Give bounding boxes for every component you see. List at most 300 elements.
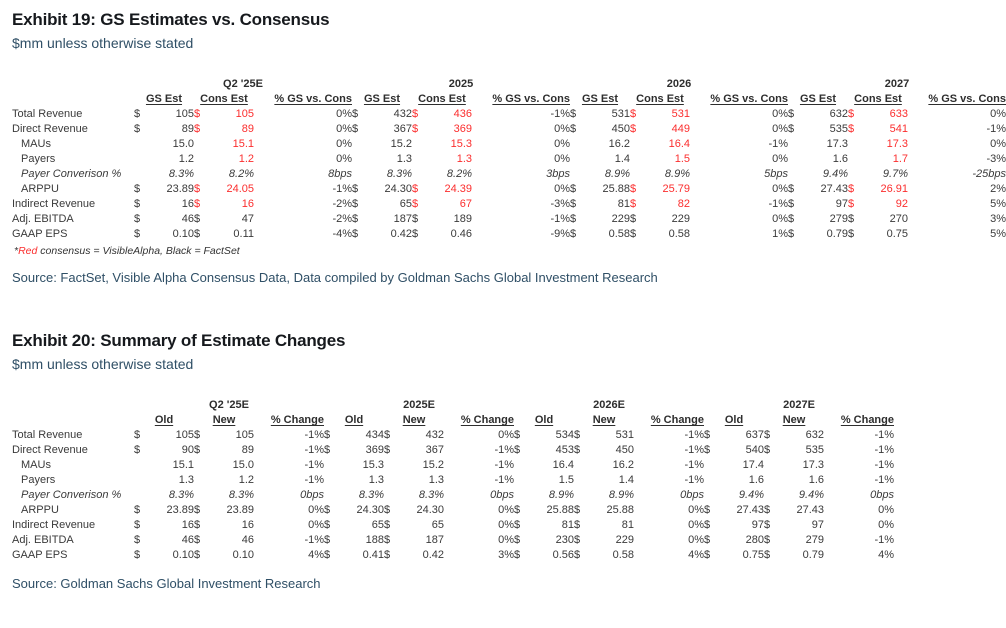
cell-pct-value: 3% <box>498 549 514 561</box>
row-label: MAUs <box>21 138 51 150</box>
cell-pct-value: 0% <box>554 123 570 135</box>
cell-pct-value: -1% <box>684 444 704 456</box>
cell-old-value: 97 <box>751 519 764 531</box>
exhibit-19-subtitle: $mm unless otherwise stated <box>12 35 194 51</box>
cell-pct-value: 0% <box>990 108 1006 120</box>
cell-gs-dollar: $ <box>570 228 577 240</box>
cell-pct-value: 0% <box>498 519 514 531</box>
cell-cons-dollar: $ <box>412 123 419 135</box>
cell-gs-dollar: $ <box>570 213 577 225</box>
cell-new-value: 632 <box>805 429 824 441</box>
cell-pct-value: -1% <box>550 213 570 225</box>
cell-new-dollar: $ <box>764 534 771 546</box>
cell-new-dollar: $ <box>764 519 771 531</box>
cell-gs-dollar: $ <box>788 198 795 210</box>
table-row <box>12 488 894 503</box>
cell-old-dollar <box>134 473 147 488</box>
cell-new-value: 97 <box>811 519 824 531</box>
cell-pct-value: 0% <box>554 153 570 165</box>
cell-gs-dollar: $ <box>788 228 795 240</box>
cell-old-dollar <box>324 458 337 473</box>
cell-gs-dollar: $ <box>134 228 141 240</box>
cell-new-value: 46 <box>241 534 254 546</box>
cell-new-dollar <box>574 458 587 473</box>
cell-cons-value: 67 <box>459 198 472 210</box>
cell-old-dollar: $ <box>704 444 711 456</box>
cell-cons-value: 89 <box>241 123 254 135</box>
cell-pct-value: 0% <box>336 153 352 165</box>
row-label: Indirect Revenue <box>12 198 96 210</box>
row-label: MAUs <box>21 459 51 471</box>
cell-new-dollar <box>384 473 397 488</box>
cell-old-dollar: $ <box>134 504 141 516</box>
cell-cons-value: 436 <box>453 108 472 120</box>
cell-cons-value: 8.9% <box>664 168 690 180</box>
cell-old-value: 534 <box>555 429 574 441</box>
cell-gs-value: 1.6 <box>832 153 848 165</box>
cell-cons-dollar: $ <box>848 108 855 120</box>
cell-old-dollar: $ <box>134 429 141 441</box>
column-header-label: GS Est <box>799 93 837 105</box>
cell-old-value: 24.30 <box>356 504 384 516</box>
cell-old-dollar <box>134 488 147 503</box>
cell-new-value: 16 <box>241 519 254 531</box>
cell-old-value: 0.56 <box>552 549 574 561</box>
cell-old-dollar: $ <box>134 519 141 531</box>
cell-pct-value: -3% <box>986 153 1006 165</box>
cell-cons-dollar <box>412 167 425 182</box>
row-label: Total Revenue <box>12 108 83 120</box>
cell-old-value: 453 <box>555 444 574 456</box>
cell-cons-dollar <box>848 167 861 182</box>
cell-gs-value: 27.43 <box>820 183 848 195</box>
cell-old-dollar: $ <box>514 444 521 456</box>
cell-new-dollar <box>194 488 207 503</box>
cell-pct-value: 4% <box>878 549 894 561</box>
cell-cons-dollar: $ <box>630 183 637 195</box>
cell-gs-dollar: $ <box>134 213 141 225</box>
cell-gs-value: 535 <box>829 123 848 135</box>
exhibit-19 <box>12 10 1006 285</box>
cell-old-value: 280 <box>745 534 764 546</box>
column-header-label: Cons Est <box>854 93 902 105</box>
cell-cons-dollar <box>194 152 207 167</box>
cell-new-dollar <box>194 458 207 473</box>
cell-cons-dollar <box>630 137 643 152</box>
cell-new-value: 16.2 <box>612 459 634 471</box>
cell-old-dollar <box>324 473 337 488</box>
cell-gs-value: 187 <box>393 213 412 225</box>
cell-cons-value: 16 <box>241 198 254 210</box>
column-header-label: Old <box>534 414 554 426</box>
table-row <box>12 503 894 518</box>
column-header-label: Cons Est <box>200 93 248 105</box>
cell-new-value: 105 <box>235 429 254 441</box>
cell-cons-dollar: $ <box>412 198 419 210</box>
cell-new-dollar: $ <box>194 534 201 546</box>
cell-cons-dollar: $ <box>630 228 637 240</box>
cell-pct-value: 0% <box>688 519 704 531</box>
cell-gs-dollar: $ <box>352 198 359 210</box>
cell-new-dollar <box>764 488 777 503</box>
cell-old-dollar <box>134 458 147 473</box>
row-label-spacer <box>12 398 134 413</box>
cell-old-dollar <box>704 488 717 503</box>
cell-new-value: 531 <box>615 429 634 441</box>
table-row <box>12 107 1006 122</box>
cell-pct-value: 0bps <box>870 489 894 501</box>
column-header-label: Old <box>724 414 744 426</box>
cell-cons-value: 105 <box>235 108 254 120</box>
cell-new-value: 0.42 <box>422 549 444 561</box>
cell-cons-value: 15.1 <box>232 138 254 150</box>
cell-new-value: 0.58 <box>612 549 634 561</box>
column-header-old <box>514 413 574 428</box>
cell-cons-value: 1.3 <box>456 153 472 165</box>
cell-pct-value: 3bps <box>546 168 570 180</box>
cell-old-dollar: $ <box>324 504 331 516</box>
cell-new-value: 1.6 <box>808 474 824 486</box>
row-label: Direct Revenue <box>12 123 88 135</box>
cell-pct-value: -1% <box>874 429 894 441</box>
cell-pct-value: -1% <box>768 198 788 210</box>
cell-old-value: 8.9% <box>548 489 574 501</box>
cell-gs-dollar: $ <box>570 108 577 120</box>
row-label: Adj. EBITDA <box>12 534 74 546</box>
cell-gs-dollar: $ <box>570 123 577 135</box>
column-header-gs <box>352 92 412 107</box>
cell-new-dollar <box>384 488 397 503</box>
cell-gs-dollar <box>134 167 147 182</box>
table-row <box>12 227 1006 242</box>
table-row <box>12 473 894 488</box>
column-header-pct <box>444 413 514 428</box>
cell-new-value: 23.89 <box>226 504 254 516</box>
cell-pct-value: 5bps <box>764 168 788 180</box>
cell-old-value: 369 <box>365 444 384 456</box>
cell-new-value: 24.30 <box>416 504 444 516</box>
cell-new-value: 535 <box>805 444 824 456</box>
cell-new-value: 15.0 <box>232 459 254 471</box>
estimate-changes-table <box>12 398 1006 563</box>
cell-old-value: 637 <box>745 429 764 441</box>
cell-new-value: 15.2 <box>422 459 444 471</box>
cell-cons-value: 8.2% <box>228 168 254 180</box>
cell-cons-value: 47 <box>241 213 254 225</box>
table-row <box>12 533 894 548</box>
cell-cons-value: 189 <box>453 213 472 225</box>
cell-new-dollar <box>574 488 587 503</box>
cell-old-dollar: $ <box>324 549 331 561</box>
cell-cons-value: 1.5 <box>674 153 690 165</box>
cell-new-dollar: $ <box>764 444 771 456</box>
row-label: Payers <box>21 474 56 486</box>
cell-old-dollar: $ <box>134 534 141 546</box>
row-label: Payer Converison % <box>21 489 122 501</box>
cell-cons-dollar: $ <box>412 213 419 225</box>
cell-gs-dollar: $ <box>134 183 141 195</box>
cell-new-dollar: $ <box>194 549 201 561</box>
cell-gs-value: 81 <box>617 198 630 210</box>
cell-cons-dollar: $ <box>848 123 855 135</box>
column-header-pct <box>824 413 894 428</box>
period-header: 2027E <box>783 399 815 411</box>
column-header-gs <box>570 92 630 107</box>
cell-new-value: 0.79 <box>802 549 824 561</box>
cell-cons-dollar: $ <box>194 198 201 210</box>
cell-old-value: 0.75 <box>742 549 764 561</box>
cell-new-dollar: $ <box>194 444 201 456</box>
cell-new-value: 8.9% <box>608 489 634 501</box>
cell-new-value: 65 <box>431 519 444 531</box>
cell-pct-value: -1% <box>494 444 514 456</box>
column-header-cons <box>630 92 690 107</box>
cell-gs-dollar <box>570 167 583 182</box>
column-header-cons <box>412 92 472 107</box>
cell-pct-value: -1% <box>494 459 514 471</box>
cell-pct-value: 0bps <box>680 489 704 501</box>
cell-new-dollar: $ <box>384 519 391 531</box>
cell-old-dollar: $ <box>704 519 711 531</box>
cell-gs-value: 9.4% <box>822 168 848 180</box>
cell-new-dollar: $ <box>384 534 391 546</box>
cell-pct-value: 5% <box>990 198 1006 210</box>
cell-old-dollar: $ <box>324 534 331 546</box>
cell-pct-value: -9% <box>550 228 570 240</box>
cell-old-dollar <box>514 488 527 503</box>
cell-gs-value: 16.2 <box>608 138 630 150</box>
row-label-spacer <box>12 92 134 107</box>
cell-gs-value: 1.3 <box>396 153 412 165</box>
cell-new-value: 81 <box>621 519 634 531</box>
column-header-label: % GS vs. Cons <box>710 93 788 105</box>
column-header-cons <box>848 92 908 107</box>
cell-pct-value: 0% <box>772 213 788 225</box>
cell-old-value: 1.5 <box>558 474 574 486</box>
cell-gs-value: 632 <box>829 108 848 120</box>
cell-old-dollar: $ <box>704 549 711 561</box>
cell-old-value: 27.43 <box>736 504 764 516</box>
cell-pct-value: -2% <box>332 213 352 225</box>
column-header-gs <box>134 92 194 107</box>
column-header-label: % GS vs. Cons <box>928 93 1006 105</box>
column-header-label: GS Est <box>581 93 619 105</box>
cell-pct-value: 0% <box>772 108 788 120</box>
cell-new-value: 8.3% <box>418 489 444 501</box>
cell-cons-dollar: $ <box>412 108 419 120</box>
cell-old-dollar <box>704 473 717 488</box>
cell-gs-value: 15.0 <box>172 138 194 150</box>
cell-pct-value: -1% <box>684 429 704 441</box>
cell-gs-value: 0.42 <box>390 228 412 240</box>
cell-old-dollar <box>324 488 337 503</box>
cell-old-value: 8.3% <box>168 489 194 501</box>
cell-cons-value: 229 <box>671 213 690 225</box>
cell-pct-value: -1% <box>304 444 324 456</box>
column-header-label: Cons Est <box>636 93 684 105</box>
row-label: Total Revenue <box>12 429 83 441</box>
cell-cons-dollar: $ <box>630 123 637 135</box>
footnote-text: consensus = VisibleAlpha, Black = FactSet <box>37 245 240 257</box>
cell-pct-value: -1% <box>332 183 352 195</box>
cell-old-value: 105 <box>175 429 194 441</box>
cell-pct-value: 0% <box>554 138 570 150</box>
cell-cons-dollar: $ <box>848 183 855 195</box>
cell-gs-value: 432 <box>393 108 412 120</box>
cell-new-dollar: $ <box>574 444 581 456</box>
cell-new-value: 1.3 <box>428 474 444 486</box>
cell-pct-value: 0% <box>308 519 324 531</box>
cell-gs-value: 229 <box>611 213 630 225</box>
cell-pct-value: -1% <box>494 474 514 486</box>
cell-pct-value: -1% <box>304 474 324 486</box>
cell-gs-value: 1.2 <box>178 153 194 165</box>
column-header-new <box>194 413 254 428</box>
column-header-label: Old <box>344 414 364 426</box>
cell-pct-value: -1% <box>684 459 704 471</box>
cell-cons-dollar <box>194 167 207 182</box>
cell-cons-value: 24.39 <box>444 183 472 195</box>
cell-gs-value: 65 <box>399 198 412 210</box>
cell-cons-dollar: $ <box>848 198 855 210</box>
table-row <box>12 212 1006 227</box>
cell-pct-value: 3% <box>990 213 1006 225</box>
cell-gs-dollar <box>788 152 801 167</box>
cell-old-value: 9.4% <box>738 489 764 501</box>
cell-gs-dollar: $ <box>134 123 141 135</box>
column-header-label: % Change <box>650 414 704 426</box>
footnote-red-word: Red <box>18 245 38 257</box>
cell-gs-dollar <box>134 152 147 167</box>
cell-new-dollar <box>764 473 777 488</box>
cell-pct-value: 1% <box>772 228 788 240</box>
cell-pct-value: 4% <box>688 549 704 561</box>
cell-cons-dollar <box>412 152 425 167</box>
column-header-pct <box>634 413 704 428</box>
cell-new-value: 25.88 <box>606 504 634 516</box>
cell-new-value: 187 <box>425 534 444 546</box>
cell-cons-value: 0.11 <box>233 228 254 240</box>
cell-new-value: 1.4 <box>618 474 634 486</box>
cell-cons-dollar: $ <box>848 213 855 225</box>
cell-cons-value: 1.2 <box>238 153 254 165</box>
cell-cons-value: 0.46 <box>450 228 472 240</box>
cell-new-value: 0.10 <box>232 549 254 561</box>
cell-cons-value: 24.05 <box>226 183 254 195</box>
cell-cons-dollar: $ <box>194 123 201 135</box>
exhibit-20-subtitle: $mm unless otherwise stated <box>12 356 194 372</box>
cell-pct-value: -1% <box>874 444 894 456</box>
cell-pct-value: 0% <box>498 429 514 441</box>
cell-old-value: 81 <box>561 519 574 531</box>
cell-cons-dollar <box>630 167 643 182</box>
cell-pct-value: -1% <box>986 123 1006 135</box>
cell-gs-dollar: $ <box>788 108 795 120</box>
cell-pct-value: 8bps <box>328 168 352 180</box>
cell-old-value: 540 <box>745 444 764 456</box>
summary-of-estimate-changes-table <box>12 398 894 563</box>
cell-gs-value: 0.58 <box>608 228 630 240</box>
cell-old-value: 1.3 <box>368 474 384 486</box>
cell-pct-value: -1% <box>874 534 894 546</box>
cell-cons-dollar <box>848 137 861 152</box>
cell-new-dollar: $ <box>574 534 581 546</box>
cell-cons-dollar <box>412 137 425 152</box>
table-row <box>12 197 1006 212</box>
cell-pct-value: -1% <box>874 459 894 471</box>
column-header-label: % Change <box>460 414 514 426</box>
cell-cons-value: 15.3 <box>450 138 472 150</box>
cell-gs-value: 8.9% <box>604 168 630 180</box>
cell-old-dollar: $ <box>514 429 521 441</box>
cell-pct-value: -1% <box>304 534 324 546</box>
table-row <box>12 137 1006 152</box>
cell-pct-value: -1% <box>550 108 570 120</box>
cell-cons-value: 633 <box>889 108 908 120</box>
cell-new-value: 432 <box>425 429 444 441</box>
cell-gs-value: 46 <box>181 213 194 225</box>
row-label-spacer <box>12 413 134 428</box>
table-row <box>12 458 894 473</box>
column-header-label: % GS vs. Cons <box>274 93 352 105</box>
table-row <box>12 122 1006 137</box>
cell-cons-value: 541 <box>889 123 908 135</box>
row-label: ARPPU <box>21 504 59 516</box>
cell-gs-value: 17.3 <box>826 138 848 150</box>
cell-pct-value: 0% <box>878 519 894 531</box>
cell-cons-value: 26.91 <box>880 183 908 195</box>
period-header: Q2 '25E <box>209 399 249 411</box>
cell-new-value: 9.4% <box>798 489 824 501</box>
column-header-old <box>324 413 384 428</box>
row-label: GAAP EPS <box>12 228 68 240</box>
cell-new-dollar: $ <box>574 429 581 441</box>
column-header-label: % Change <box>840 414 894 426</box>
column-header-label: New <box>782 414 806 426</box>
column-header-old <box>134 413 194 428</box>
cell-pct-value: 0% <box>498 504 514 516</box>
cell-old-value: 434 <box>365 429 384 441</box>
cell-new-dollar <box>194 473 207 488</box>
column-header-label: % Change <box>270 414 324 426</box>
cell-pct-value: -1% <box>874 474 894 486</box>
cell-old-value: 188 <box>365 534 384 546</box>
cell-old-dollar: $ <box>704 429 711 441</box>
cell-new-value: 367 <box>425 444 444 456</box>
cell-new-value: 279 <box>805 534 824 546</box>
cell-old-dollar: $ <box>704 534 711 546</box>
cell-pct-value: 0% <box>990 138 1006 150</box>
column-header-label: New <box>402 414 426 426</box>
cell-new-value: 450 <box>615 444 634 456</box>
cell-pct-value: 0% <box>772 123 788 135</box>
cell-cons-dollar: $ <box>194 183 201 195</box>
cell-pct-value: -1% <box>684 474 704 486</box>
period-header: 2025 <box>448 78 474 90</box>
cell-gs-value: 0.79 <box>826 228 848 240</box>
exhibit-20 <box>12 331 1006 591</box>
cell-old-value: 1.3 <box>178 474 194 486</box>
cell-old-value: 90 <box>181 444 194 456</box>
cell-old-dollar: $ <box>134 444 141 456</box>
cell-old-value: 16 <box>181 519 194 531</box>
cell-gs-dollar <box>352 137 365 152</box>
cell-new-dollar <box>764 458 777 473</box>
cell-old-value: 23.89 <box>166 504 194 516</box>
cell-gs-value: 8.3% <box>386 168 412 180</box>
estimates-vs-consensus-table <box>12 77 1006 242</box>
table-row <box>12 518 894 533</box>
